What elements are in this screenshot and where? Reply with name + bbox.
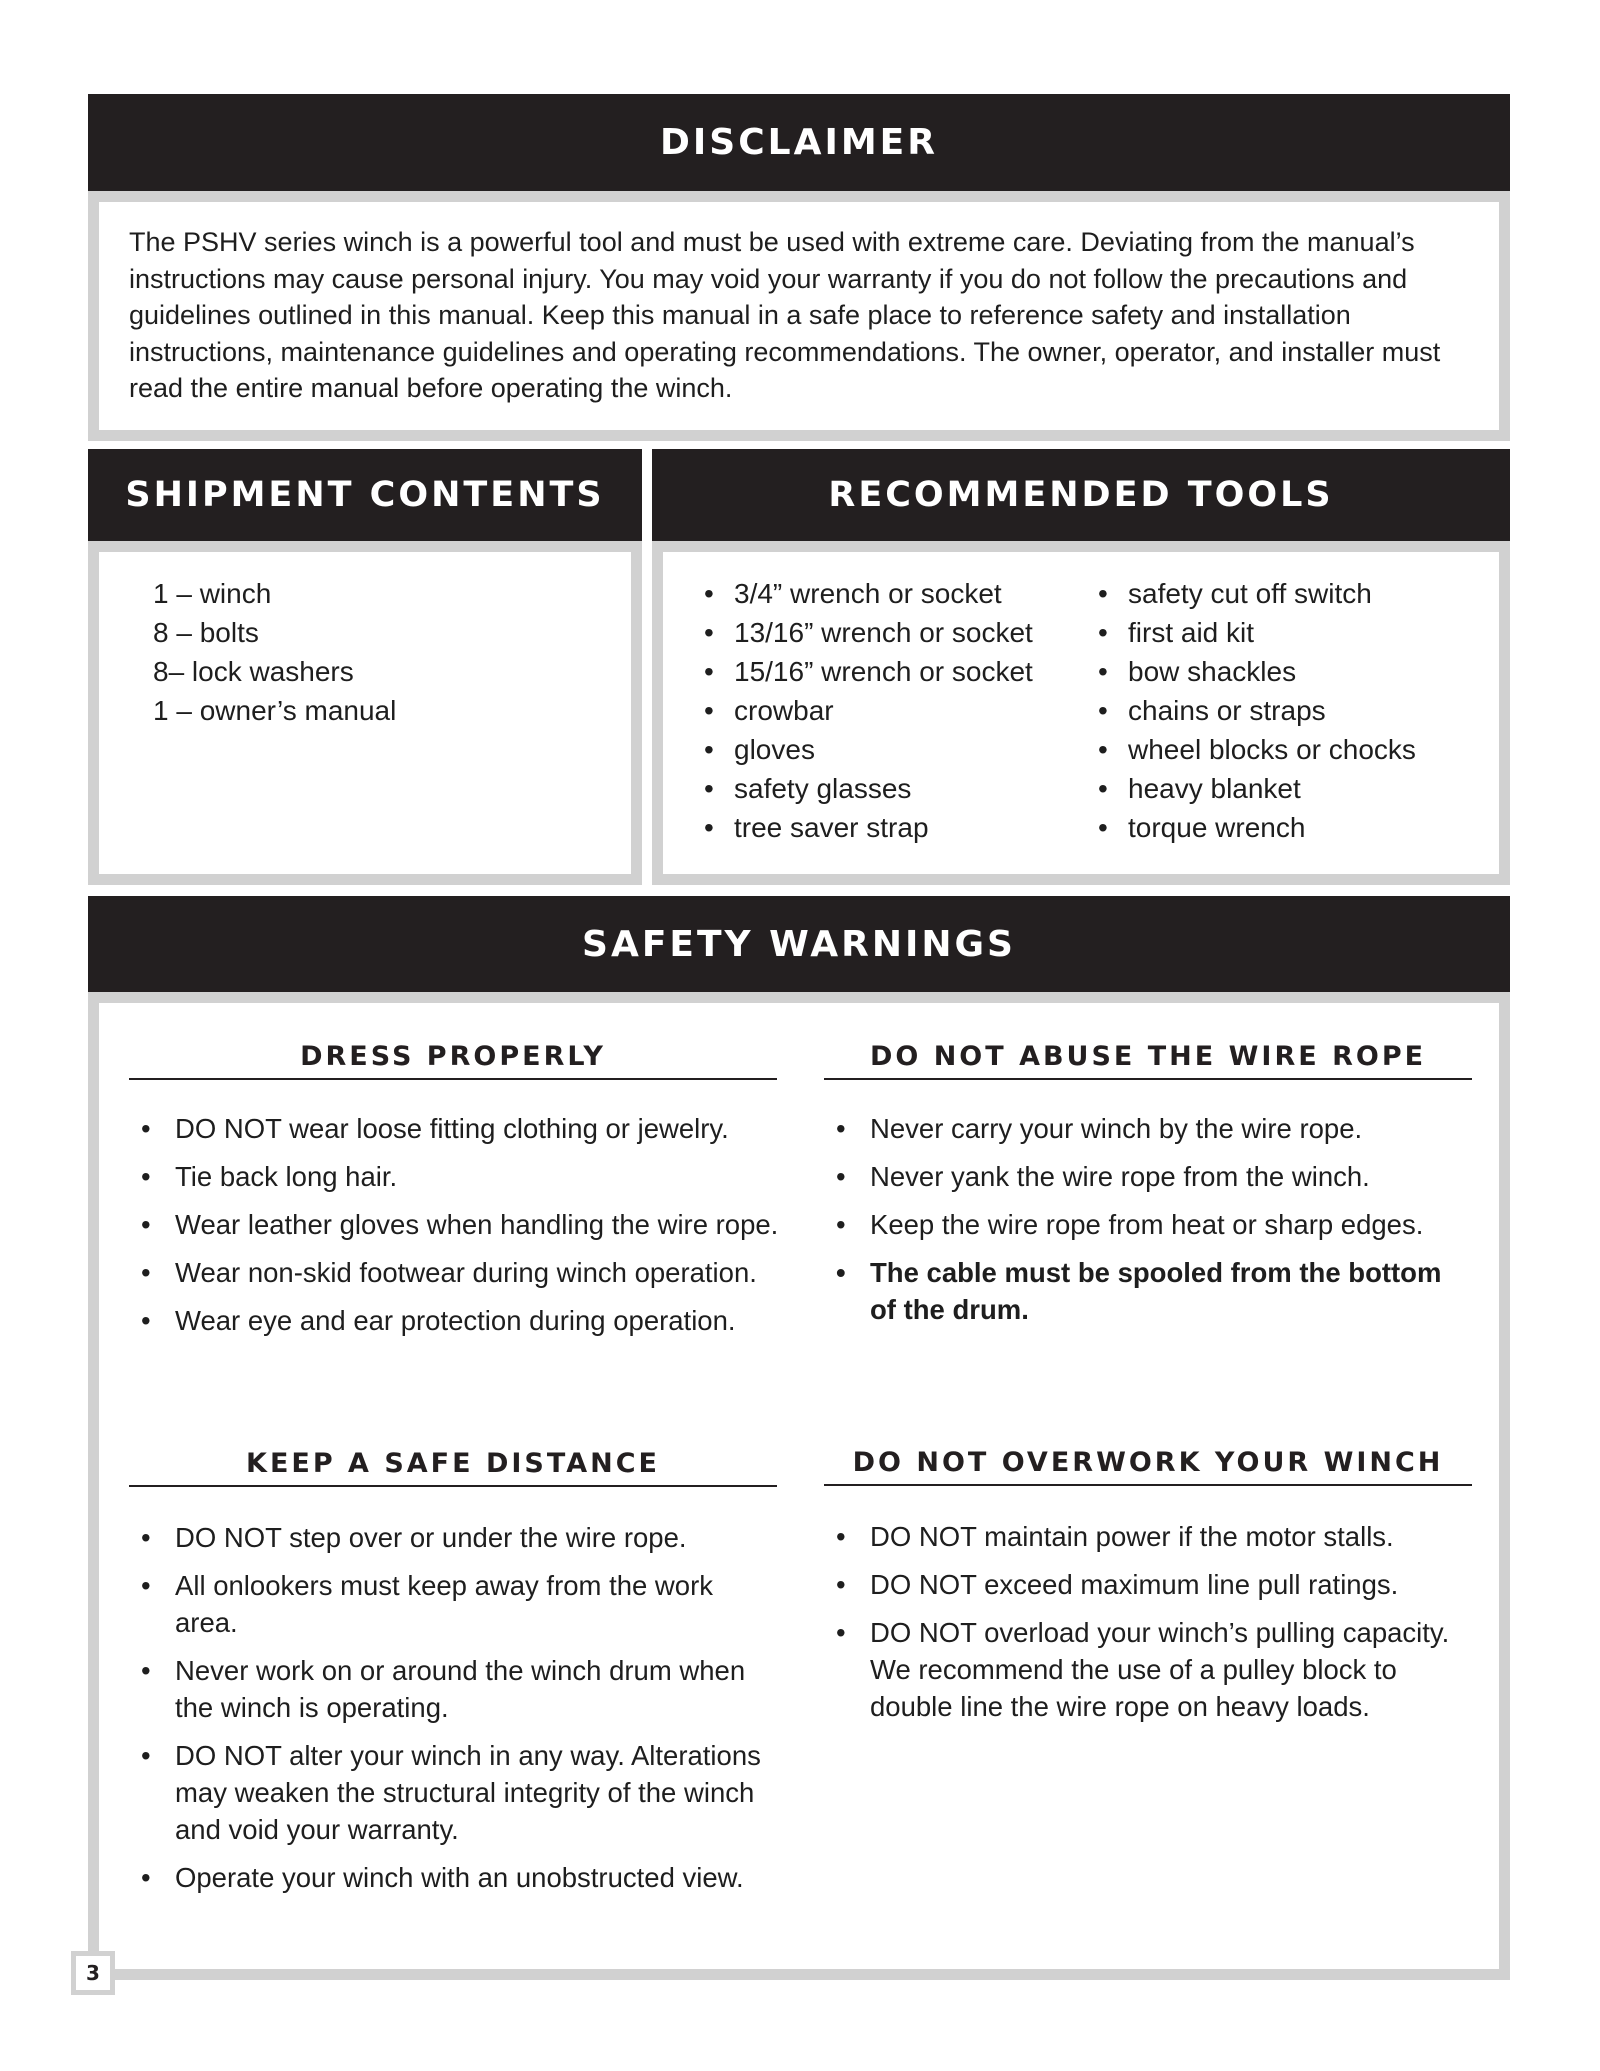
list-item: • Never carry your winch by the wire rope. <box>824 1110 1444 1147</box>
list-item: • gloves <box>704 730 1084 769</box>
list-item: • Keep the wire rope from heat or sharp edges. <box>824 1206 1444 1243</box>
list-item: • first aid kit <box>1098 613 1498 652</box>
overwork-list <box>824 1518 1474 1736</box>
list-item: 8 – bolts <box>153 617 259 648</box>
list-item: • Wear non-skid footwear during winch operation. <box>129 1254 779 1291</box>
list-item: • heavy blanket <box>1098 769 1498 808</box>
disclaimer-header <box>88 94 1510 191</box>
list-item: 8– lock washers <box>153 656 354 687</box>
list-item: • DO NOT wear loose fitting clothing or jewelry. <box>129 1110 779 1147</box>
rope-list <box>824 1110 1444 1339</box>
tools-list-col1 <box>704 574 1084 847</box>
page-number: 3 <box>71 1951 115 1995</box>
list-item: • DO NOT exceed maximum line pull ratings. <box>824 1566 1474 1603</box>
list-item: • Operate your winch with an unobstructed view. <box>129 1859 779 1896</box>
list-item: • wheel blocks or chocks <box>1098 730 1498 769</box>
list-item: • tree saver strap <box>704 808 1084 847</box>
list-item: • 3/4” wrench or socket <box>704 574 1084 613</box>
list-item: • crowbar <box>704 691 1084 730</box>
list-item: • 13/16” wrench or socket <box>704 613 1084 652</box>
list-item: • Wear eye and ear protection during operation. <box>129 1302 779 1339</box>
distance-list <box>129 1519 779 1907</box>
safety-header <box>88 896 1510 992</box>
shipment-title: SHIPMENT CONTENTS <box>125 475 605 515</box>
tools-title: RECOMMENDED TOOLS <box>828 475 1334 515</box>
list-item: • torque wrench <box>1098 808 1498 847</box>
dress-list <box>129 1110 779 1350</box>
tools-header <box>652 449 1510 541</box>
rope-heading: DO NOT ABUSE THE WIRE ROPE <box>824 1041 1472 1080</box>
disclaimer-title: DISCLAIMER <box>660 122 938 163</box>
list-item: • 15/16” wrench or socket <box>704 652 1084 691</box>
list-item: • safety cut off switch <box>1098 574 1498 613</box>
overwork-heading: DO NOT OVERWORK YOUR WINCH <box>824 1447 1472 1486</box>
list-item: • Never yank the wire rope from the winch. <box>824 1158 1444 1195</box>
list-item: • safety glasses <box>704 769 1084 808</box>
disclaimer-text: The PSHV series winch is a powerful tool and must be used with extreme care. Deviating from the manual’s instructions may cause personal injury. You may void your warranty if you do not follow the precautions and guidelines outlined in this manual. Keep this manual in a safe place to reference safety and installation instructions, maintenance guidelines and operating recommendations. The owner, operator, and installer must read the entire manual before operating the winch. <box>129 227 1441 403</box>
list-item: • DO NOT alter your winch in any way. Alterations may weaken the structural integrity of the winch and void your warranty. <box>129 1737 779 1848</box>
list-item: • bow shackles <box>1098 652 1498 691</box>
list-item: • DO NOT maintain power if the motor stalls. <box>824 1518 1474 1555</box>
list-item: • Never work on or around the winch drum when the winch is operating. <box>129 1652 779 1726</box>
list-item: 1 – owner’s manual <box>153 695 397 726</box>
list-item: • All onlookers must keep away from the work area. <box>129 1567 779 1641</box>
list-item: • Tie back long hair. <box>129 1158 779 1195</box>
list-item: • DO NOT overload your winch’s pulling capacity. We recommend the use of a pulley block to double line the wire rope on heavy loads. <box>824 1614 1474 1725</box>
tools-list-col2 <box>1098 574 1498 847</box>
distance-heading: KEEP A SAFE DISTANCE <box>129 1448 777 1487</box>
list-item: 1 – winch <box>153 578 272 609</box>
shipment-list <box>153 574 613 730</box>
list-item: • Wear leather gloves when handling the wire rope. <box>129 1206 779 1243</box>
dress-heading: DRESS PROPERLY <box>129 1041 777 1080</box>
safety-title: SAFETY WARNINGS <box>582 923 1016 965</box>
list-item: • The cable must be spooled from the bottom of the drum. <box>824 1254 1444 1328</box>
shipment-header <box>88 449 642 541</box>
list-item: • chains or straps <box>1098 691 1498 730</box>
list-item: • DO NOT step over or under the wire rope. <box>129 1519 779 1556</box>
